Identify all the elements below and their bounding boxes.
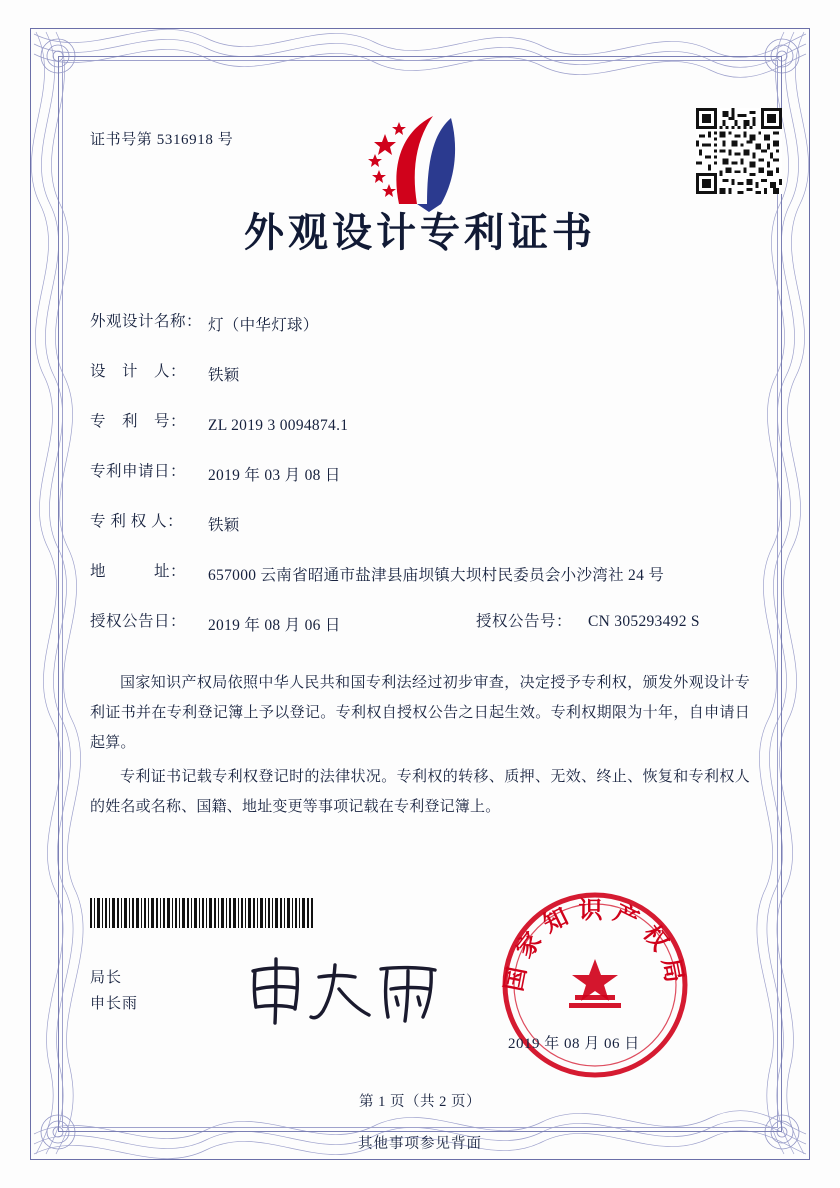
- field-patent-number: [90, 414, 750, 438]
- page-indicator: 第 1 页（共 2 页）: [359, 1094, 481, 1110]
- paragraph-registry: 专利证书记载专利权登记时的法律状况。专利权的转移、质押、无效、终止、恢复和专利权人的姓名或名称、国籍、地址变更等事项记载在专利登记簿上。: [90, 769, 750, 816]
- field-label-grant-number: 授权公告号：: [476, 613, 573, 631]
- director-label: 局长: [90, 970, 123, 986]
- issue-date: 2019 年 08 月 06 日: [508, 1036, 640, 1052]
- field-value-grant-date: 2019 年 08 月 06 日: [208, 617, 341, 635]
- field-value: 灯（中华灯球）: [208, 317, 319, 334]
- handwritten-signature: [235, 955, 445, 1030]
- field-list: [90, 314, 750, 638]
- field-label: 专 利 权 人：: [90, 513, 184, 531]
- field-grant-row: [90, 614, 750, 638]
- field-value: 2019 年 03 月 08 日: [208, 467, 341, 485]
- field-value: 657000 云南省昭通市盐津县庙坝镇大坝村民委员会小沙湾社 24 号: [208, 567, 665, 585]
- footnote: 其他事项参见背面: [358, 1136, 482, 1152]
- signature-block: [90, 965, 138, 1018]
- field-application-date: [90, 464, 750, 488]
- field-label: 地 址：: [90, 563, 187, 581]
- certificate-number: 证书号第 5316918 号: [90, 132, 234, 148]
- field-value: 铁颖: [208, 367, 240, 385]
- field-value: 铁颖: [208, 517, 240, 535]
- field-designer: [90, 364, 750, 388]
- field-patentee: [90, 514, 750, 538]
- field-value: ZL 2019 3 0094874.1: [208, 417, 349, 435]
- field-label-grant-date: 授权公告日：: [90, 613, 187, 631]
- certificate-content: [90, 100, 750, 822]
- field-design-name: [90, 314, 750, 338]
- field-address: [90, 564, 750, 588]
- page-title: 外观设计专利证书: [244, 209, 596, 256]
- field-label: 外观设计名称：: [90, 313, 203, 330]
- paragraph-grant: 国家知识产权局依照中华人民共和国专利法经过初步审查，决定授予专利权，颁发外观设计专利证书并在专利登记簿上予以登记。专利权自授权公告之日起生效。专利权期限为十年，自申请日起算。: [90, 675, 750, 752]
- field-label: 设 计 人：: [90, 363, 187, 381]
- field-value-grant-number: CN 305293492 S: [588, 613, 700, 631]
- seal-text: 国家知识产权局: [500, 895, 690, 994]
- director-name: 申长雨: [90, 996, 139, 1013]
- field-label: 专 利 号：: [90, 413, 187, 431]
- barcode: [90, 898, 315, 928]
- field-label: 专利申请日：: [90, 463, 187, 481]
